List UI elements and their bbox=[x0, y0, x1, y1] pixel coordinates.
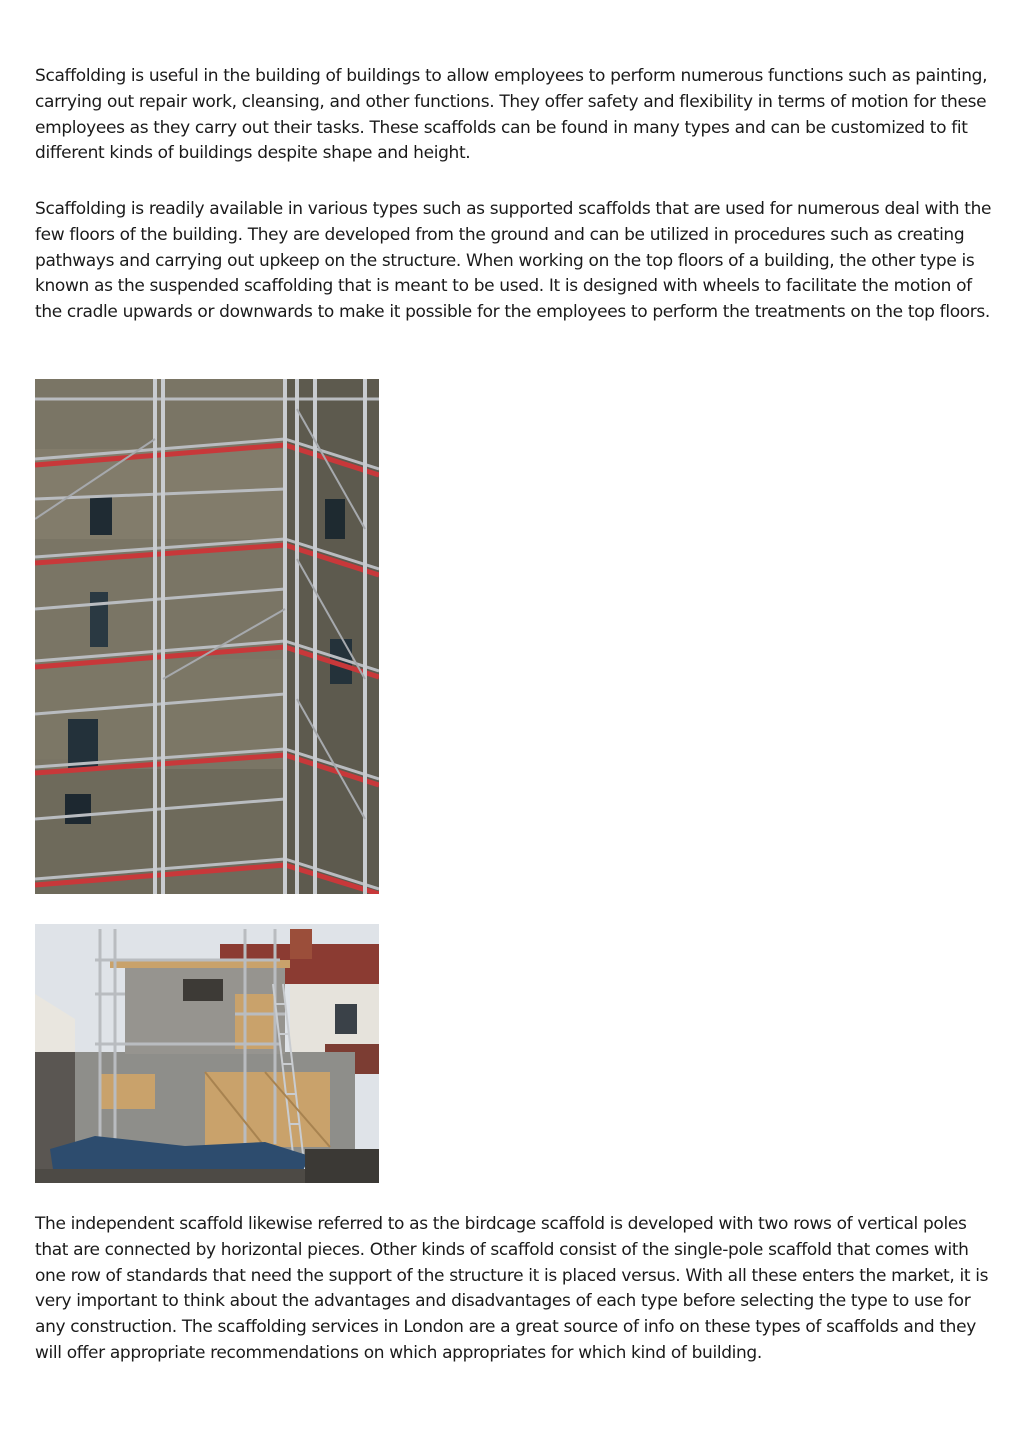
paragraph-types: Scaffolding is readily available in various types such as supported scaffolds that are used for numerous deal with the few floors of the building. They are developed from the ground and can be utilized in procedures such as creating pathways and carrying out upkeep on the structure. When working on the top floors of a building, the other type is known as the suspended scaffolding that is meant to be used. It is designed with wheels to facilitate the motion of the cradle upwards or downwards to make it possible for the employees to perform the treatments on the top floors. bbox=[35, 199, 992, 323]
house-extension-scaffold-photo bbox=[35, 924, 379, 1183]
scaffolding-facade-photo bbox=[35, 379, 379, 894]
paragraph-intro: Scaffolding is useful in the building of buildings to allow employees to perform numerous functions such as painting, carrying out repair work, cleansing, and other functions. They offer safety and flexibility in terms of motion for these employees as they carry out their tasks. These scaffolds can be found in many types and can be customized to fit different kinds of buildings despite shape and height. bbox=[35, 66, 988, 164]
paragraph-independent-scaffold: The independent scaffold likewise referred to as the birdcage scaffold is developed with two rows of vertical poles that are connected by horizontal pieces. Other kinds of scaffold consist of the single-pole scaffold that comes with one row of standards that need the support of the structure it is placed versus. With all these enters the market, it is very important to think about the advantages and disadvantages of each type before selecting the type to use for any construction. The scaffolding services in London are a great source of info on these types of scaffolds and they will offer appropriate recommendations on which appropriates for which kind of building. bbox=[35, 1214, 989, 1363]
